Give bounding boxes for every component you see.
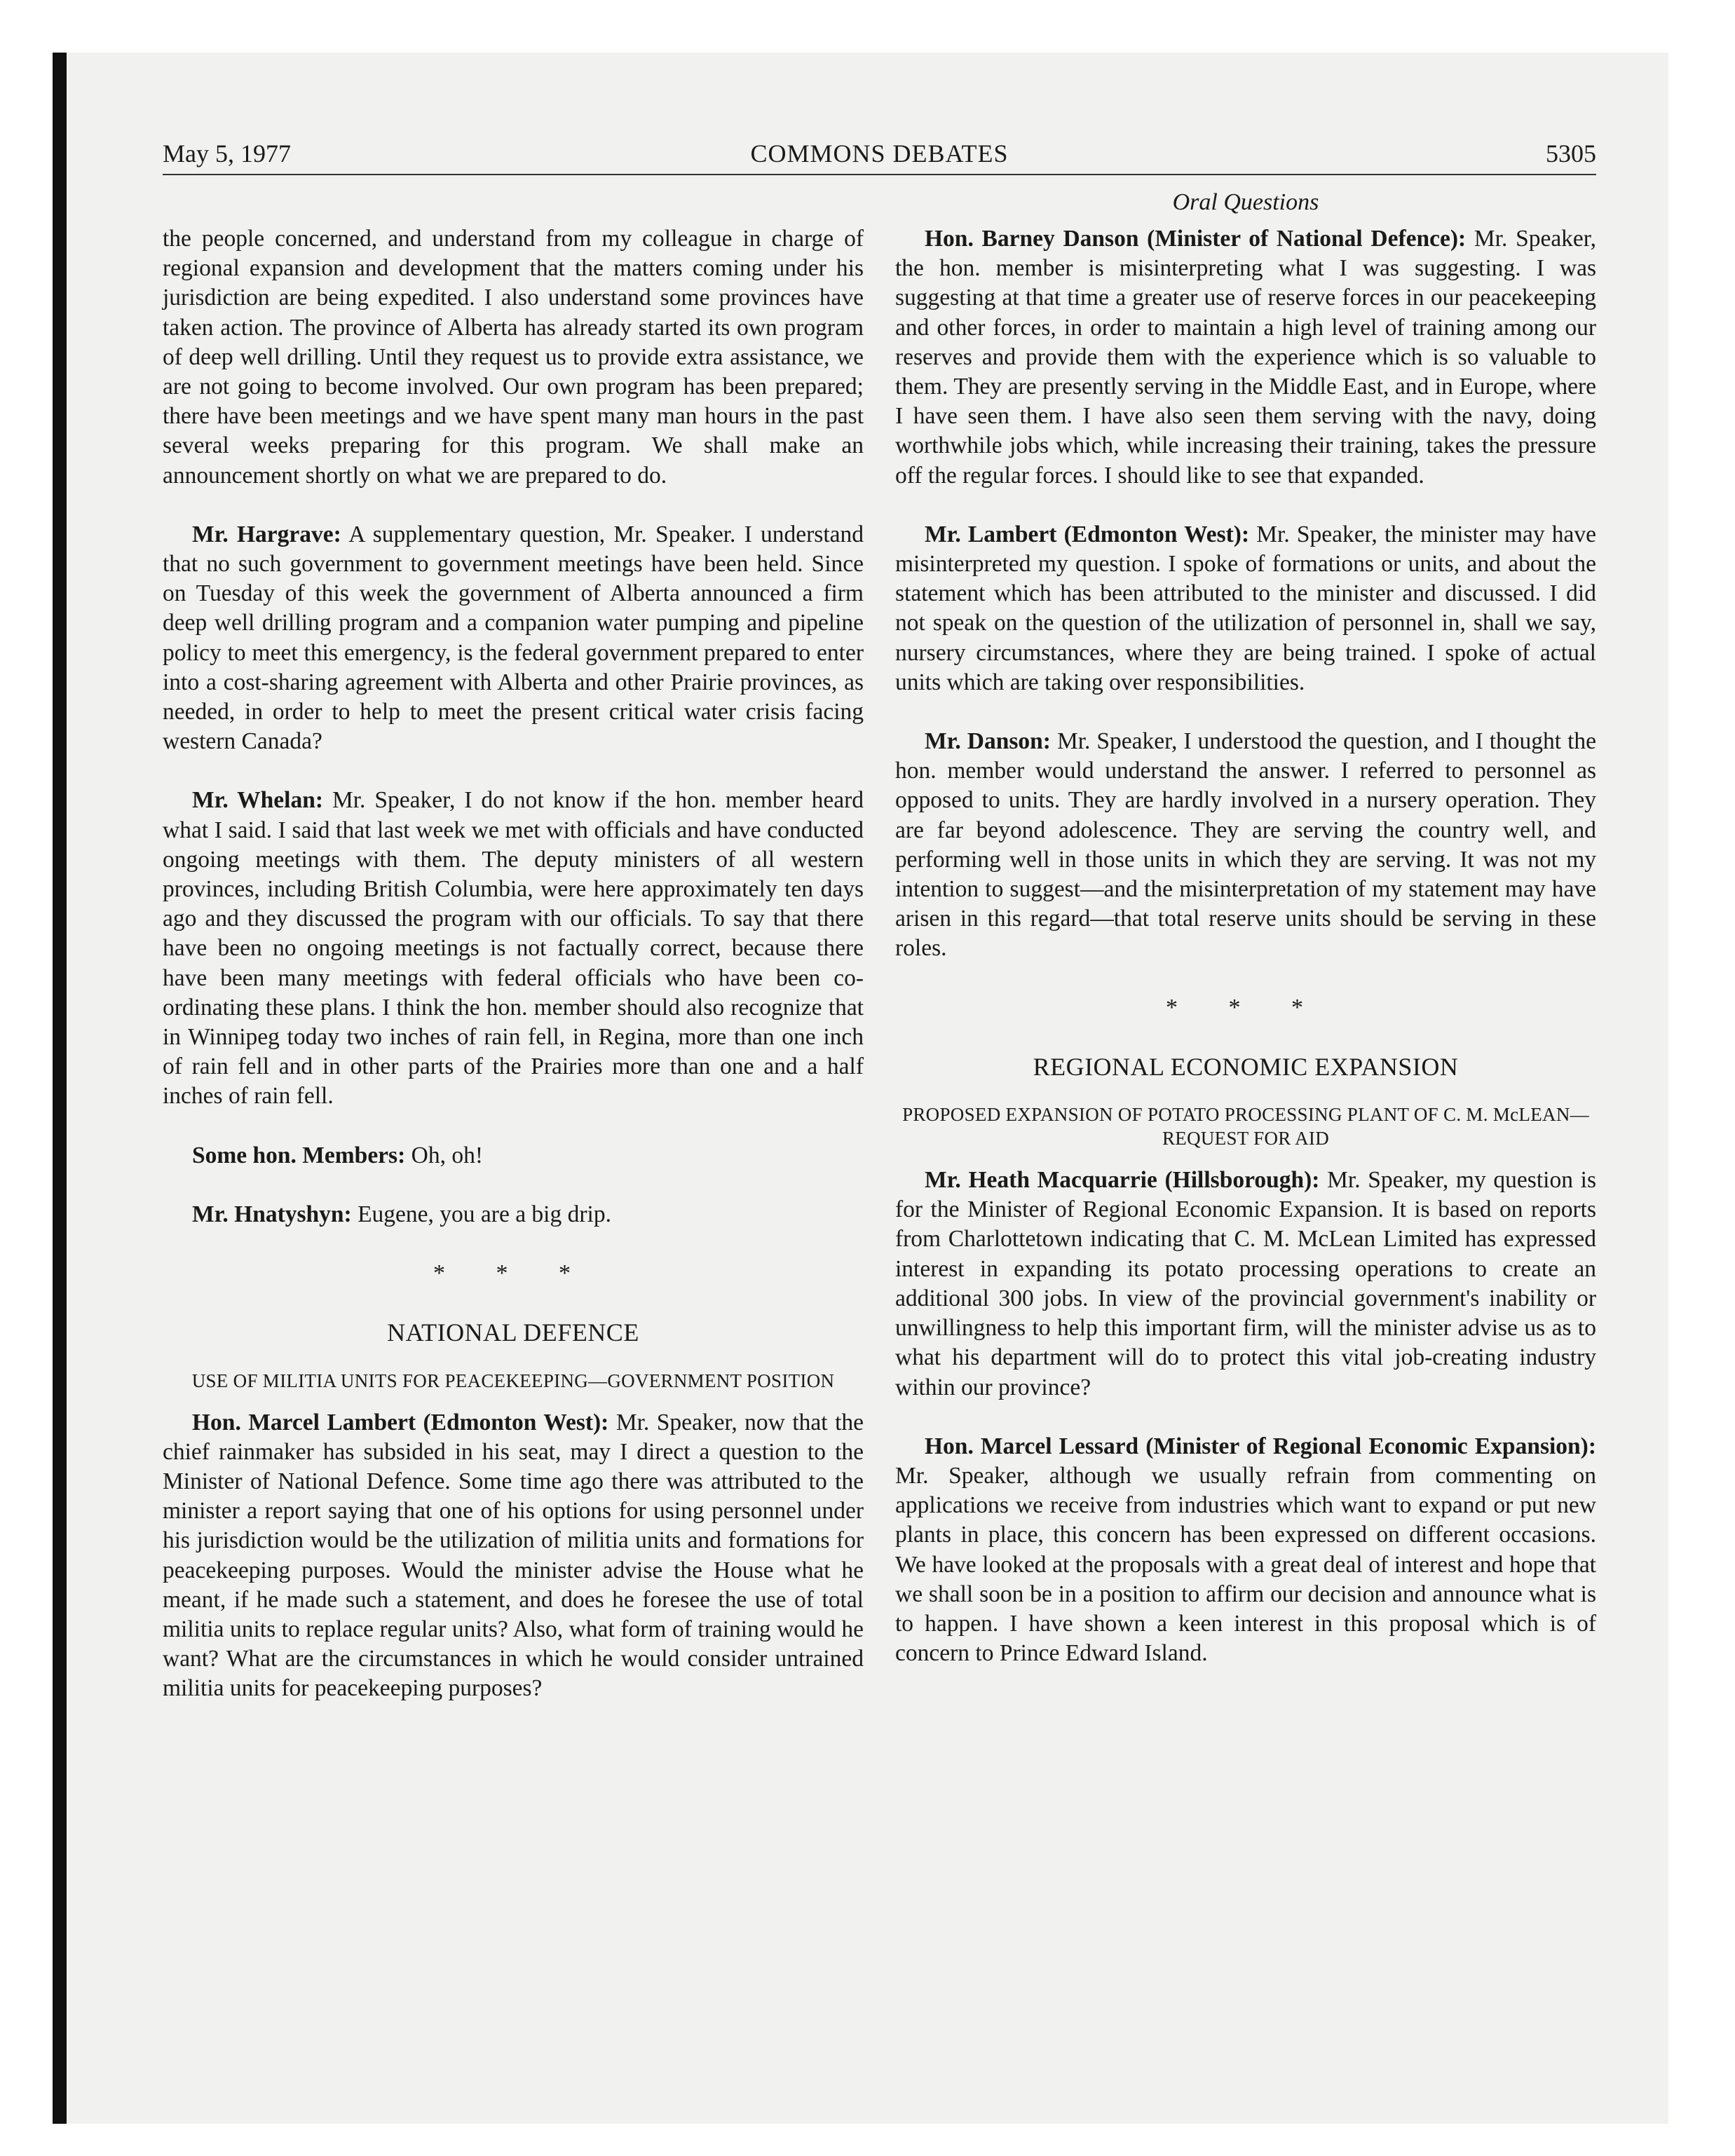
section-title: NATIONAL DEFENCE: [387, 1318, 639, 1347]
running-head: Oral Questions: [1172, 189, 1319, 215]
speech-text: Mr. Speaker, I understood the question, and I thought the hon. member would understand the answer. I referred to personnel as opposed to units. They are hardly involved in a nursery operation. They are far beyond adolescence. They are serving the country well, and performing well in those units in which they are serving. It was not my intention to suggest—and the misinterpretation of my statement may have arisen in this regard—that total reserve units should be serving in these roles.: [895, 728, 1596, 962]
paragraph: [895, 727, 1596, 964]
speech-text: Mr. Speaker, the hon. member is misinterpreting what I was suggesting. I was suggesting at that time a greater use of reserve forces in our peacekeeping and other forces, in order to maintain a high level of training among our reserves and provide them with the experience which is so valuable to them. They are presently serving in the Middle East, and in Europe, where I have seen them. I have also seen them serving with the navy, doing worthwhile jobs which, while increasing their training, takes the pressure off the regular forces. I should like to see that expanded.: [895, 226, 1596, 489]
left-column: [163, 224, 864, 1733]
paragraph: [163, 1200, 864, 1229]
page-header: [163, 137, 1596, 175]
paragraph: [163, 1141, 864, 1171]
section-title: REGIONAL ECONOMIC EXPANSION: [1033, 1052, 1459, 1081]
speech-text: Mr. Speaker, my question is for the Minister of Regional Economic Expansion. It is based on reports from Charlottetown indicating that C. M. McLean Limited has expressed interest in expanding its potato processing operations to create an additional 300 jobs. In view of the provincial government's inability or unwillingness to help this important firm, will the minister advise us as to what his department will do to protect this vital job-creating industry within our province?: [895, 1167, 1596, 1400]
paragraph: [895, 224, 1596, 491]
speech-text: Mr. Speaker, although we usually refrain from commenting on applications we receive from industries which want to expand or put new plants in place, this concern has been expressed on different occasions. We have looked at the proposals with a great deal of interest and hope that we shall soon be in a position to affirm our decision and announce what is to happen. I have shown a keen interest in this proposal which is of concern to Prince Edward Island.: [895, 1462, 1596, 1667]
speech-text: Mr. Speaker, I do not know if the hon. member heard what I said. I said that last week we met with officials and have conducted ongoing meetings with them. The deputy ministers of all western provinces, including British Columbia, were here approximately ten days ago and they discussed the program with our officials. To say that there have been no ongoing meetings is not factually correct, because there have been many meetings with federal officials who have been co-ordinating these plans. I think the hon. member should also recognize that in Winnipeg today two inches of rain fell, in Regina, more than one inch of rain fell and in other parts of the Prairies more than one and a half inches of rain fell.: [163, 787, 864, 1110]
speaker-name: Hon. Marcel Lessard (Minister of Regional Economic Expansion):: [925, 1433, 1596, 1459]
header-title: COMMONS DEBATES: [750, 139, 1009, 168]
speaker-name: Hon. Barney Danson (Minister of National Defence):: [925, 226, 1467, 252]
paragraph: [163, 1408, 864, 1704]
right-column: [895, 188, 1596, 1698]
paragraph: [163, 520, 864, 757]
speech-text: Oh, oh!: [405, 1142, 483, 1168]
paragraph: [895, 1432, 1596, 1669]
speech-text: Mr. Speaker, now that the chief rainmaker has subsided in his seat, may I direct a question to the Minister of National Defence. Some time ago there was attributed to the minister a report saying that one of his options for using personnel under his jurisdiction would be the utilization of militia units and formations for peacekeeping purposes. Would the minister advise the House what he meant, if he made such a statement, and does he foresee the use of total militia units to replace regular units? Also, what form of training would he want? What are the circumstances in which he would consider untrained militia units for peacekeeping purposes?: [163, 1409, 864, 1702]
speech-text: A supplementary question, Mr. Speaker. I understand that no such government to government meetings have been held. Since on Tuesday of this week the government of Alberta announced a firm deep well drilling program and a companion water pumping and pipeline policy to meet this emergency, is the federal government prepared to enter into a cost-sharing agreement with Alberta and other Prairie provinces, as needed, in order to help to meet the present critical water crisis facing western Canada?: [163, 521, 864, 755]
paragraph: [895, 520, 1596, 697]
section-separator: * * *: [1166, 994, 1326, 1021]
speech-text: Mr. Speaker, the minister may have misinterpreted my question. I spoke of formations or units, and about the statement which has been attributed to the minister and discussed. I did not speak on the question of the utilization of personnel in, shall we say, nursery circumstances, where they are being trained. I spoke of actual units which are taking over responsibilities.: [895, 521, 1597, 695]
paragraph: [895, 1166, 1596, 1403]
sub-title: PROPOSED EXPANSION OF POTATO PROCESSING PLANT OF C. M. McLEAN—REQUEST FOR AID: [902, 1104, 1589, 1149]
section-separator: * * *: [433, 1260, 593, 1287]
speaker-name: Mr. Hargrave:: [192, 521, 341, 547]
speaker-name: Mr. Whelan:: [192, 787, 323, 814]
header-date: May 5, 1977: [163, 139, 291, 168]
speaker-name: Mr. Lambert (Edmonton West):: [925, 521, 1250, 547]
paragraph: [163, 786, 864, 1111]
speaker-name: Mr. Heath Macquarrie (Hillsborough):: [925, 1167, 1320, 1194]
scan-edge-bar: [53, 53, 67, 2124]
speech-text: Eugene, you are a big drip.: [351, 1201, 611, 1227]
speaker-name: Some hon. Members:: [192, 1142, 406, 1168]
paragraph: the people concerned, and understand from my colleague in charge of regional expansion and development that the matters coming under his jurisdiction are being expedited. I also understand some provinces have taken action. The province of Alberta has already started its own program of deep well drilling. Until they request us to provide extra assistance, we are not going to become involved. Our own program has been prepared; there have been meetings and we have spent many man hours in the past several weeks preparing for this program. We shall make an announcement shortly on what we are prepared to do.: [163, 226, 864, 489]
sub-title: USE OF MILITIA UNITS FOR PEACEKEEPING—GOVERNMENT POSITION: [191, 1370, 835, 1391]
header-page-number: 5305: [1546, 139, 1596, 168]
speaker-name: Mr. Danson:: [925, 728, 1051, 755]
speaker-name: Mr. Hnatyshyn:: [192, 1201, 352, 1227]
speaker-name: Hon. Marcel Lambert (Edmonton West):: [192, 1409, 609, 1435]
